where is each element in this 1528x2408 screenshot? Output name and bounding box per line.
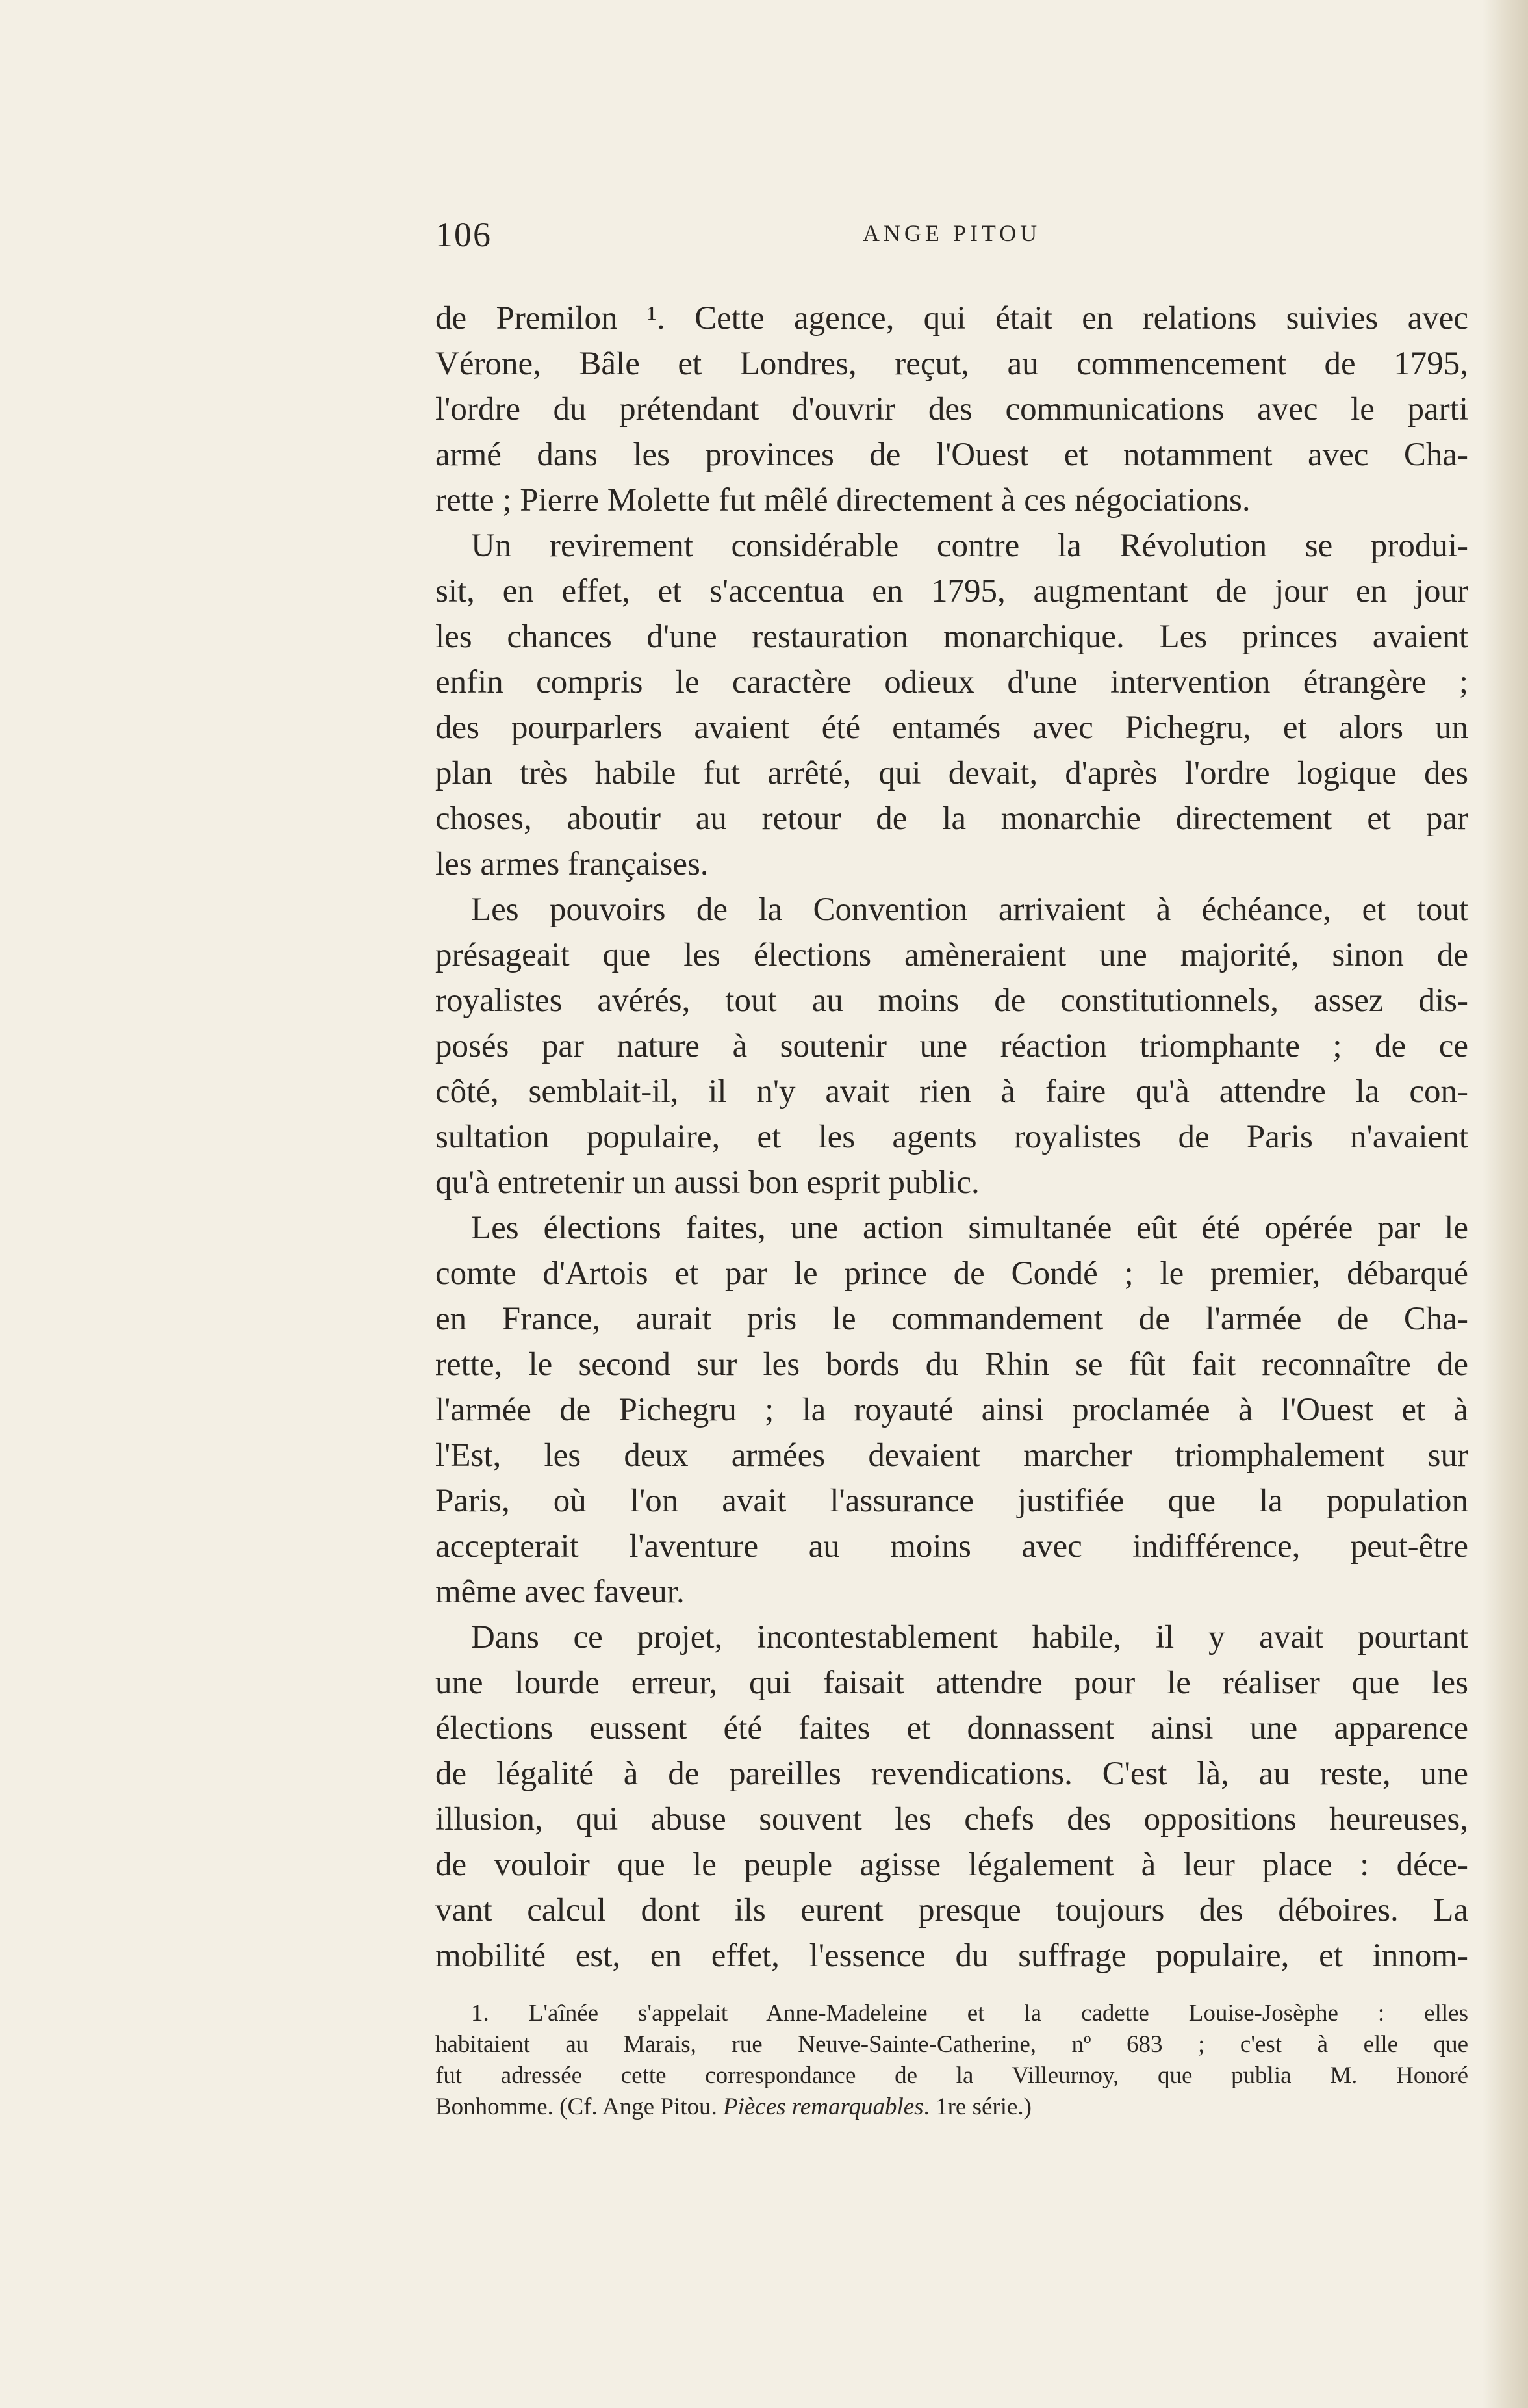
footnote-line: habitaient au Marais, rue Neuve-Sainte-Catherine, nº 683 ; c'est à elle que — [435, 2031, 1468, 2058]
text-line: l'ordre du prétendant d'ouvrir des communications avec le parti — [435, 391, 1468, 428]
footnote-line: 1. L'aînée s'appelait Anne-Madeleine et la cadette Louise-Josèphe : elles — [471, 2000, 1468, 2027]
footnote-citation-start: Bonhomme. (Cf. Ange Pitou. — [435, 2094, 723, 2120]
text-line: accepterait l'aventure au moins avec indifférence, peut-être — [435, 1528, 1468, 1565]
page-number: 106 — [435, 215, 492, 254]
text-line: de vouloir que le peuple agisse légalement à leur place : déce- — [435, 1847, 1468, 1883]
text-line: choses, aboutir au retour de la monarchie directement et par — [435, 801, 1468, 837]
text-line: Dans ce projet, incontestablement habile, il y avait pourtant — [471, 1619, 1468, 1656]
text-line: même avec faveur. — [435, 1574, 685, 1610]
text-line: mobilité est, en effet, l'essence du suffrage populaire, et innom- — [435, 1938, 1468, 1974]
text-line: comte d'Artois et par le prince de Condé ; le premier, débarqué — [435, 1255, 1468, 1292]
text-line: une lourde erreur, qui faisait attendre pour le réaliser que les — [435, 1665, 1468, 1701]
text-line: sultation populaire, et les agents royalistes de Paris n'avaient — [435, 1119, 1468, 1155]
text-line: posés par nature à soutenir une réaction triomphante ; de ce — [435, 1028, 1468, 1064]
text-line: Les élections faites, une action simultanée eût été opérée par le — [471, 1210, 1468, 1246]
text-line: en France, aurait pris le commandement de l'armée de Cha- — [435, 1301, 1468, 1337]
text-line: des pourparlers avaient été entamés avec Pichegru, et alors un — [435, 710, 1468, 746]
text-line: Paris, où l'on avait l'assurance justifiée que la population — [435, 1483, 1468, 1519]
text-line: plan très habile fut arrêté, qui devait, d'après l'ordre logique des — [435, 755, 1468, 791]
running-head — [435, 214, 1468, 266]
footnote-line: fut adressée cette correspondance de la Villeurnoy, que publia M. Honoré — [435, 2062, 1468, 2089]
text-line: Les pouvoirs de la Convention arrivaient à échéance, et tout — [471, 891, 1468, 928]
footnote-citation-title: Pièces remarquables — [722, 2094, 924, 2120]
text-line: vant calcul dont ils eurent presque toujours des déboires. La — [435, 1892, 1468, 1928]
text-line: sit, en effet, et s'accentua en 1795, augmentant de jour en jour — [435, 573, 1468, 609]
text-line: enfin compris le caractère odieux d'une intervention étrangère ; — [435, 664, 1468, 700]
text-line: Vérone, Bâle et Londres, reçut, au commencement de 1795, — [435, 346, 1468, 382]
text-line: rette, le second sur les bords du Rhin se fût fait reconnaître de — [435, 1346, 1468, 1383]
text-line: royalistes avérés, tout au moins de constitutionnels, assez dis- — [435, 982, 1468, 1019]
footnote-citation-end: . 1re série.) — [923, 2094, 1032, 2120]
text-line: Un revirement considérable contre la Révolution se produi- — [471, 528, 1468, 564]
page-edge-shadow — [1483, 0, 1528, 2408]
running-title: ANGE PITOU — [862, 220, 1041, 246]
text-line: présageait que les élections amèneraient une majorité, sinon de — [435, 937, 1468, 973]
text-line: de légalité à de pareilles revendications. C'est là, au reste, une — [435, 1756, 1468, 1792]
body-text — [435, 296, 1468, 1979]
text-line: élections eussent été faites et donnassent ainsi une apparence — [435, 1710, 1468, 1747]
text-line: illusion, qui abuse souvent les chefs des oppositions heureuses, — [435, 1801, 1468, 1838]
text-line: armé dans les provinces de l'Ouest et notamment avec Cha- — [435, 437, 1468, 473]
text-line: l'Est, les deux armées devaient marcher triomphalement sur — [435, 1437, 1468, 1474]
text-line: l'armée de Pichegru ; la royauté ainsi proclamée à l'Ouest et à — [435, 1392, 1468, 1428]
text-line: les armes françaises. — [435, 846, 709, 882]
text-line: qu'à entretenir un aussi bon esprit public. — [435, 1164, 980, 1201]
text-line: rette ; Pierre Molette fut mêlé directement à ces négociations. — [435, 482, 1251, 519]
text-line: de Premilon ¹. Cette agence, qui était en relations suivies avec — [435, 300, 1468, 337]
text-line: les chances d'une restauration monarchique. Les princes avaient — [435, 619, 1468, 655]
footnote-line — [435, 2092, 1468, 2123]
text-line: côté, semblait-il, il n'y avait rien à faire qu'à attendre la con- — [435, 1073, 1468, 1110]
footnotes — [435, 1998, 1468, 2123]
